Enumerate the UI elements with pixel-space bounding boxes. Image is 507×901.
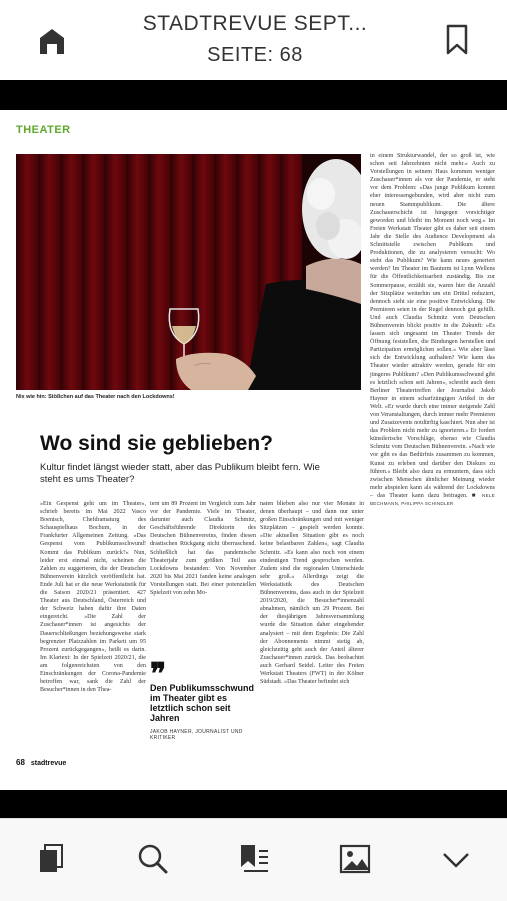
quote-text: Den Publikumsschwund im Theater gibt es letztlich schon seit Jahren (150, 683, 255, 723)
article-column-1: »Ein Gespenst geht um im Theater«, schrieb bereits im Mai 2022 Vasco Boenisch, Chefdramaturg des Schauspielhaus Bochum, in der Frankfurter Allgemeinen Zeitung. »Das Gespenst vom Publikumsschwund! Kommt das Publikum zurück?« Nun, leider erst einmal nicht, scheinen die Zahlen zu suggerieren, die der Deutschen Bühnenverein kürzlich veröffentlicht hat. Ende Juli hat er die neue Werkstatistik für die Saison 2020/21 präsentiert. 427 Theater aus Deutschland, Österreich und der Schweiz haben dafür ihre Daten eingereicht. »Die Zahl der Zuschauer*innen ist angesichts der Dauerschließungen beziehungsweise stark begrenzter Platzzahlen im Parkett um 95 Prozent zurückgegangen«, heißt es darin. Im Klartext: In der Spielzeit 2020/21, die am folgenreichsten von den Einschränkungen der Corona-Pandemie betroffen war, sank die Zahl der Besucher*innen in den Thea- (40, 501, 146, 694)
bookmarks-list-icon[interactable] (238, 843, 268, 875)
article-column-3: naten blieben also nur vier Monate in denen überhaupt – und dann nur unter großen Einschränkungen und mit weniger Sitzplätzen – gespielt werden konnte. »Die aktuellen Situation gibt es noch keine belastbaren Zahlen«, sagt Claudia Schmitz. »Es kann also noch von einem eindeutigen Trend gesprochen werden. Zudem sind die regionalen Unterschiede sehr groß.« Allerdings zeigt die Werkstatistik des Deutschen Bühnenvereins, dass auch in der Spielzeit 2019/2020, die Besucher*innenzahl abnahmen, nämlich um 29 Prozent. Bei der diesjährigen Jahresversammlung wurde die Situation daher eingehender analysiert – mit dem Ergebnis: Die Zahl der Abonnements nimmt stetig ab, gleichzeitig geht auch der Anteil älterer Zuschauer*innen zurück. Das beobachtet auch Gerhard Seidel. Leiter des Freien Werkstatt Theaters (FWT) in der Kölner Südstadt. »Das Theater befindet sich (260, 501, 364, 686)
page-indicator: SEITE: 68 (207, 44, 303, 66)
bookmark-icon[interactable] (444, 24, 470, 56)
chevron-down-icon[interactable] (440, 843, 470, 875)
pages-icon[interactable] (36, 843, 66, 875)
document-title: STADTREVUE SEPT... (142, 12, 368, 35)
quote-mark-icon: ❞ (150, 658, 167, 691)
author-credit: NELE BECHMANN, PHILIPPA SCHINDLER (370, 492, 496, 507)
magazine-page[interactable] (0, 110, 507, 790)
home-icon[interactable] (38, 26, 66, 56)
search-icon[interactable] (137, 843, 167, 875)
image-icon[interactable] (339, 843, 369, 875)
article-column-2: tern um 89 Prozent im Vergleich zum Jahr vor der Pandemie. Viele im Theater, darunter auch Claudia Schmitz, Geschäftsführende Direktorin des Deutschen Bühnenvereins, finden diesen drastischen Rückgang nicht überraschend. Schließlich hat das pandemische Theaterjahr zum größten Teil aus Lockdowns bestanden: Von November 2020 bis Mai 2021 fanden keine analogen Vorstellungen statt. Bei einer potenziellen Spielzeit von zehn Mo- (150, 501, 256, 597)
magazine-brand: stadtrevue (30, 760, 67, 767)
article-headline: Wo sind sie geblieben? (40, 432, 273, 455)
page-border-bottom (0, 790, 507, 818)
page-number: 68 (16, 758, 25, 767)
side-column-text: in einem Strukturwandel, der so groß ist, wie schon seit Jahrzehnten nicht mehr.« Auch zu Vorstellungen in seinem Haus kommen weniger Zuschauer*innen als vor der Pandemie, er steht vor dem Problem: »Das junge Publikum kommt eher interessengebunden, wird aber nicht zum neuen Stammpublikum. Die ältere Zuschauerschicht ist hingegen vorsichtiger geworden und bleibt im Moment noch weg.« Im Freien Werkstatt Theater gibt es daher seit einem Jahr die Stelle des Audience Development als Schnittstelle zwischen Publikum und Produktionen, die zu analysieren versucht: Wo steht das Publikum? Wie kann neues generiert werden? Im Theater im Bauturm ist Lynn Wellens für die Öffentlichkeitsarbeit zuständig. Bis zur Sommerpause, erzählt sie, waren hier die Anzahl der Sitzplätze weiterhin um ein Drittel reduziert, dennoch sieht sie eine positive Entwicklung. Die Premieren seien in der Regel dennoch gut gefüllt. Und auch Claudia Schmitz vom Deutschen Bühnenverein blickt positiv in die Zukunft: »Es lassen sich ungesamt im Theater Trends der Öffnung feststellen, die Bindungen herstellen und Partizipation ermöglichen sollen.« Wie aber lässt sich die Entwicklung aufhalten? Wie kann das Theater wieder attraktiv werden, gerade für ein jüngeres Publikum? »Den Publikumsschwund gibt es letztlich schon seit Jahren«, schreibt auch dem Berliner Theatertreffen der Journalist Jakob Hayner in einem scharfzüngigen Artikel in der Welt. »Er wurde durch eine immer steigende Zahl von Veranstaltungen, durch immer mehr Premieren und Zusatzevents notdürftig kaschiert. Nun aber ist das Problem nicht mehr zu ignorieren.« Er fordert künstlerische Vorschläge, ebenso wie Claudia Schmitz vom Deutschen Bühnenverein. »Nach wie vor gibt es das Bedürfnis zusammen zu kommen, Kunst zu erleben und darüber den Diskurs zu führen.« Bleibt also dazu zu ermuntern, dass sich zwischen Menschen ähnlicher Meinung wieder mehr abspielen kann als während der Lockdowns – das Theater kann dazu beitragen. ■ (370, 153, 495, 499)
top-bar (0, 0, 507, 80)
photo-caption: Nix wie hin: Stößchen auf das Theater nach den Lockdowns! (16, 394, 175, 400)
article-teaser: Kultur findet längst wieder statt, aber das Publikum bleibt fern. Wie steht es ums Theater? (40, 462, 320, 485)
page-footer (16, 758, 66, 767)
section-label: THEATER (16, 124, 71, 136)
bottom-toolbar (0, 818, 507, 901)
quote-source: JAKOB HAYNER, JOURNALIST UND KRITIKER (150, 729, 243, 741)
pull-quote (150, 658, 260, 741)
page-border-top (0, 80, 507, 110)
article-photo (16, 154, 361, 390)
article-side-column (370, 152, 495, 508)
